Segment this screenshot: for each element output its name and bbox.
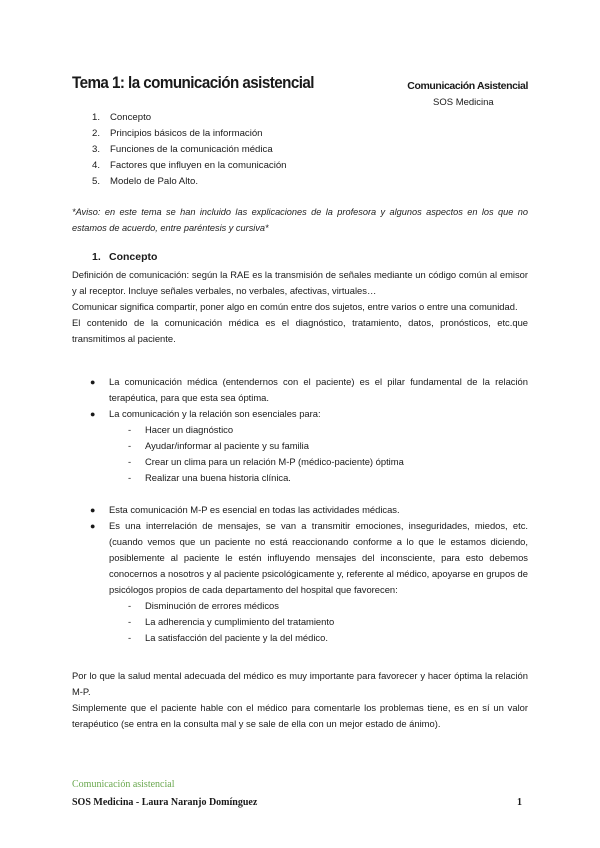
bullet-icon: ● [90, 377, 96, 387]
bullet-icon: ● [90, 521, 96, 531]
intro-paragraphs [72, 267, 528, 347]
page-title: Tema 1: la comunicación asistencial [72, 74, 314, 92]
bullet-icon: ● [90, 505, 96, 515]
footer-subject: Comunicación asistencial [72, 779, 175, 790]
table-of-contents [92, 110, 287, 190]
header-subject: Comunicación Asistencial [407, 80, 528, 92]
sub-item: - Ayudar/informar al paciente y su familia [128, 440, 309, 451]
toc-item: 5. Modelo de Palo Alto. [92, 176, 199, 187]
header-source: SOS Medicina [433, 97, 494, 108]
bullet-item: ● Es una interrelación de mensajes, se van a transmitir emociones, inseguridades, miedos, etc. (cuando vemos que un paciente no está reaccionando conforme a lo que le estamos diciendo, posiblemente al paciente le estén influyendo mensajes del inconsciente, para esto debemos conocernos a nosotros y al paciente psicológicamente y, referente al médico, apoyarse en grupos de psicólogos propios de cada departamento del hospital que favorecen: [90, 520, 528, 595]
footer-author: SOS Medicina - Laura Naranjo Domínguez [72, 797, 258, 808]
bullet-item: ● Esta comunicación M-P es esencial en todas las actividades médicas. [72, 502, 528, 518]
toc-item: 3. Funciones de la comunicación médica [92, 144, 273, 155]
sub-item: - Hacer un diagnóstico [128, 424, 234, 435]
paragraph: El contenido de la comunicación médica es el diagnóstico, tratamiento, datos, pronósticos, etc.que transmitimos al paciente. [72, 317, 528, 344]
sub-item: - La satisfacción del paciente y la del médico. [128, 632, 328, 643]
toc-item: 4. Factores que influyen en la comunicación [92, 160, 287, 171]
bullet-item: ● La comunicación médica (entendernos con el paciente) es el pilar fundamental de la relación terapéutica, para que esta sea óptima. [90, 376, 528, 403]
sub-item: - La adherencia y cumplimiento del tratamiento [128, 616, 335, 627]
bullet-icon: ● [90, 409, 96, 419]
toc-item: 2. Principios básicos de la información [92, 128, 263, 139]
paragraph: Comunicar significa compartir, poner algo en común entre dos sujetos, entre varios o entre una comunidad. [72, 301, 518, 312]
paragraph: Por lo que la salud mental adecuada del médico es muy importante para favorecer y hacer óptima la relación M-P. [72, 670, 528, 697]
sub-item: - Realizar una buena historia clínica. [128, 472, 291, 483]
toc-item: 1. Concepto [92, 112, 152, 123]
paragraph: Definición de comunicación: según la RAE es la transmisión de señales mediante un código común al emisor y al receptor. Incluye señales verbales, no verbales, afectivas, virtuales… [72, 269, 528, 296]
sub-item: - Crear un clima para un relación M-P (médico-paciente) óptima [128, 456, 404, 467]
sub-item: - Disminución de errores médicos [128, 600, 279, 611]
paragraph: Simplemente que el paciente hable con el médico para comentarle los problemas tiene, es en sí un valor terapéutico (se entra en la consulta mal y se sale de ella con un mejor estado de ánimo). [72, 702, 528, 729]
bullet-list [72, 374, 528, 646]
page-number: 1 [517, 797, 522, 808]
section-heading: 1. Concepto [92, 251, 158, 263]
warning-note: *Aviso: en este tema se han incluido las explicaciones de la profesora y algunos aspectos en los que no estamos de acuerdo, entre paréntesis y cursiva* [72, 207, 528, 233]
sub-list [72, 598, 528, 646]
sub-list [72, 422, 528, 486]
bullet-item: ● La comunicación y la relación son esenciales para: [72, 406, 528, 422]
closing-paragraphs [72, 668, 528, 732]
